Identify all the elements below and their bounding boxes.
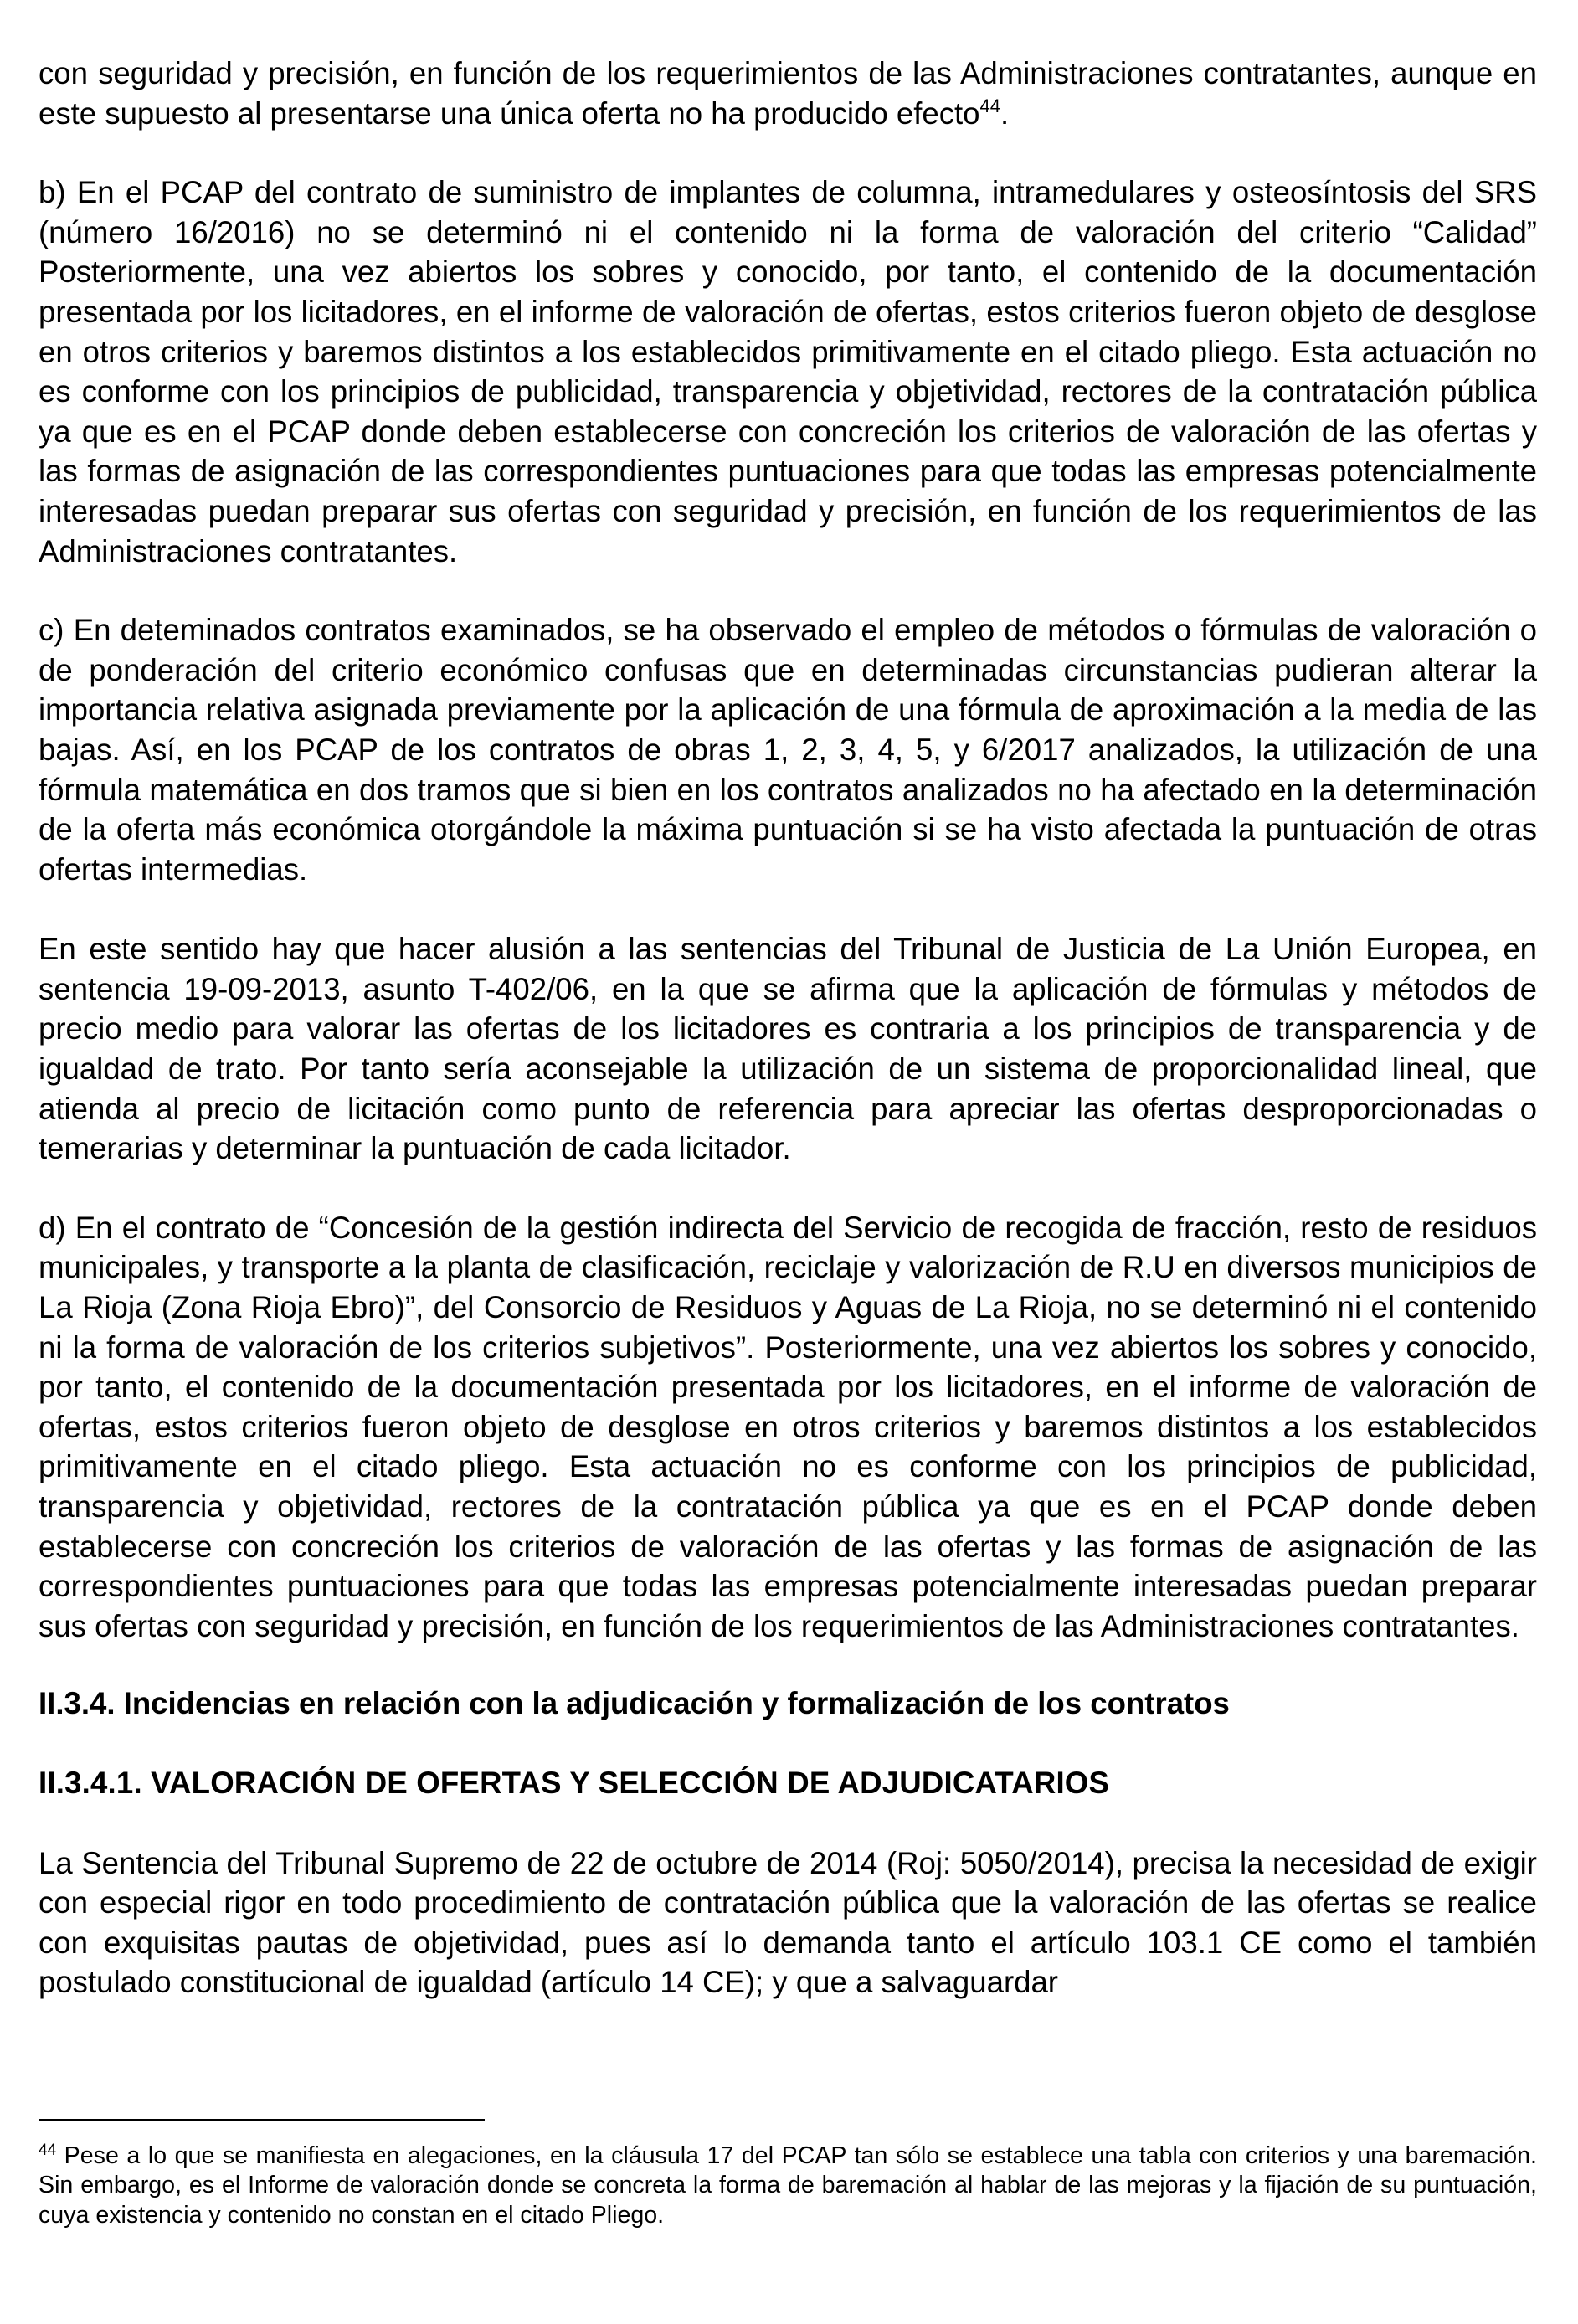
paragraph-text: con seguridad y precisión, en función de los requerimientos de las Administraciones contratantes, aunque en este supuesto al presentarse una única oferta no ha producido efecto <box>39 56 1537 131</box>
paragraph-continuation <box>39 54 1537 133</box>
paragraph-gap <box>39 133 1537 172</box>
paragraph-c: c) En deteminados contratos examinados, se ha observado el empleo de métodos o fórmulas de valoración o de ponderación del criterio económico confusas que en determinadas circunstancias pudieran alterar la importancia relativa asignada previamente por la aplicación de una fórmula de aproximación a la media de las bajas. Así, en los PCAP de los contratos de obras 1, 2, 3, 4, 5, y 6/2017 analizados, la utilización de una fórmula matemática en dos tramos que si bien en los contratos analizados no ha afectado en la determinación de la oferta más económica otorgándole la máxima puntuación si se ha visto afectada la puntuación de otras ofertas intermedias. <box>39 613 1537 887</box>
footnote-reference[interactable]: 44 <box>979 95 1001 116</box>
paragraph-gap <box>39 1646 1537 1684</box>
subsection-heading: II.3.4.1. VALORACIÓN DE OFERTAS Y SELECCIÓN DE ADJUDICATARIOS <box>39 1765 1110 1800</box>
footnote <box>39 2141 1537 2230</box>
paragraph-tjue: En este sentido hay que hacer alusión a las sentencias del Tribunal de Justicia de La Unión Europea, en sentencia 19-09-2013, asunto T-402/06, en la que se afirma que la aplicación de fórmulas y métodos de precio medio para valorar las ofertas de los licitadores es contraria a los principios de transparencia y de igualdad de trato. Por tanto sería aconsejable la utilización de un sistema de proporcionalidad lineal, que atienda al precio de licitación como punto de referencia para apreciar las ofertas desproporcionadas o temerarias y determinar la puntuación de cada licitador. <box>39 932 1537 1166</box>
paragraph-gap <box>39 1724 1537 1763</box>
paragraph-gap <box>39 1169 1537 1208</box>
paragraph-gap <box>39 889 1537 929</box>
footnote-separator <box>39 2119 485 2121</box>
footnote-number: 44 <box>39 2141 57 2159</box>
section-heading: II.3.4. Incidencias en relación con la adjudicación y formalización de los contratos <box>39 1686 1230 1721</box>
paragraph-gap <box>39 1803 1537 1843</box>
paragraph-d: d) En el contrato de “Concesión de la gestión indirecta del Servicio de recogida de fracción, resto de residuos municipales, y transporte a la planta de clasificación, reciclaje y valorización de R.U en diversos municipios de La Rioja (Zona Rioja Ebro)”, del Consorcio de Residuos y Aguas de La Rioja, no se determinó ni el contenido ni la forma de valoración de los criterios subjetivos”. Posteriormente, una vez abiertos los sobres y conocido, por tanto, el contenido de la documentación presentada por los licitadores, en el informe de valoración de ofertas, estos criterios fueron objeto de desglose en otros criterios y baremos distintos a los establecidos primitivamente en el citado pliego. Esta actuación no es conforme con los principios de publicidad, transparencia y objetividad, rectores de la contratación pública ya que es en el PCAP donde deben establecerse con concreción los criterios de valoración de las ofertas y las formas de asignación de las correspondientes puntuaciones para que todas las empresas potencialmente interesadas puedan preparar sus ofertas con seguridad y precisión, en función de los requerimientos de las Administraciones contratantes. <box>39 1210 1537 1643</box>
paragraph-gap <box>39 571 1537 610</box>
paragraph-b: b) En el PCAP del contrato de suministro de implantes de columna, intramedulares y osteosíntosis del SRS (número 16/2016) no se determinó ni el contenido ni la forma de valoración del criterio “Calidad” Posteriormente, una vez abiertos los sobres y conocido, por tanto, el contenido de la documentación presentada por los licitadores, en el informe de valoración de ofertas, estos criterios fueron objeto de desglose en otros criterios y baremos distintos a los establecidos primitivamente en el citado pliego. Esta actuación no es conforme con los principios de publicidad, transparencia y objetividad, rectores de la contratación pública ya que es en el PCAP donde deben establecerse con concreción los criterios de valoración de las ofertas y las formas de asignación de las correspondientes puntuaciones para que todas las empresas potencialmente interesadas puedan preparar sus ofertas con seguridad y precisión, en función de los requerimientos de las Administraciones contratantes. <box>39 175 1537 568</box>
footnote-text: Pese a lo que se manifiesta en alegaciones, en la cláusula 17 del PCAP tan sólo se establece una tabla con criterios y una baremación. Sin embargo, es el Informe de valoración donde se concreta la forma de baremación al hablar de las mejoras y la fijación de su puntuación, cuya existencia y contenido no constan en el citado Pliego. <box>39 2142 1537 2229</box>
paragraph-end: . <box>1000 95 1010 131</box>
paragraph-sentencia: La Sentencia del Tribunal Supremo de 22 de octubre de 2014 (Roj: 5050/2014), precisa la necesidad de exigir con especial rigor en todo procedimiento de contratación pública que la valoración de las ofertas se realice con exquisitas pautas de objetividad, pues así lo demanda tanto el artículo 103.1 CE como el también postulado constitucional de igualdad (artículo 14 CE); y que a salvaguardar <box>39 1845 1537 2000</box>
page-body <box>39 54 1537 2003</box>
